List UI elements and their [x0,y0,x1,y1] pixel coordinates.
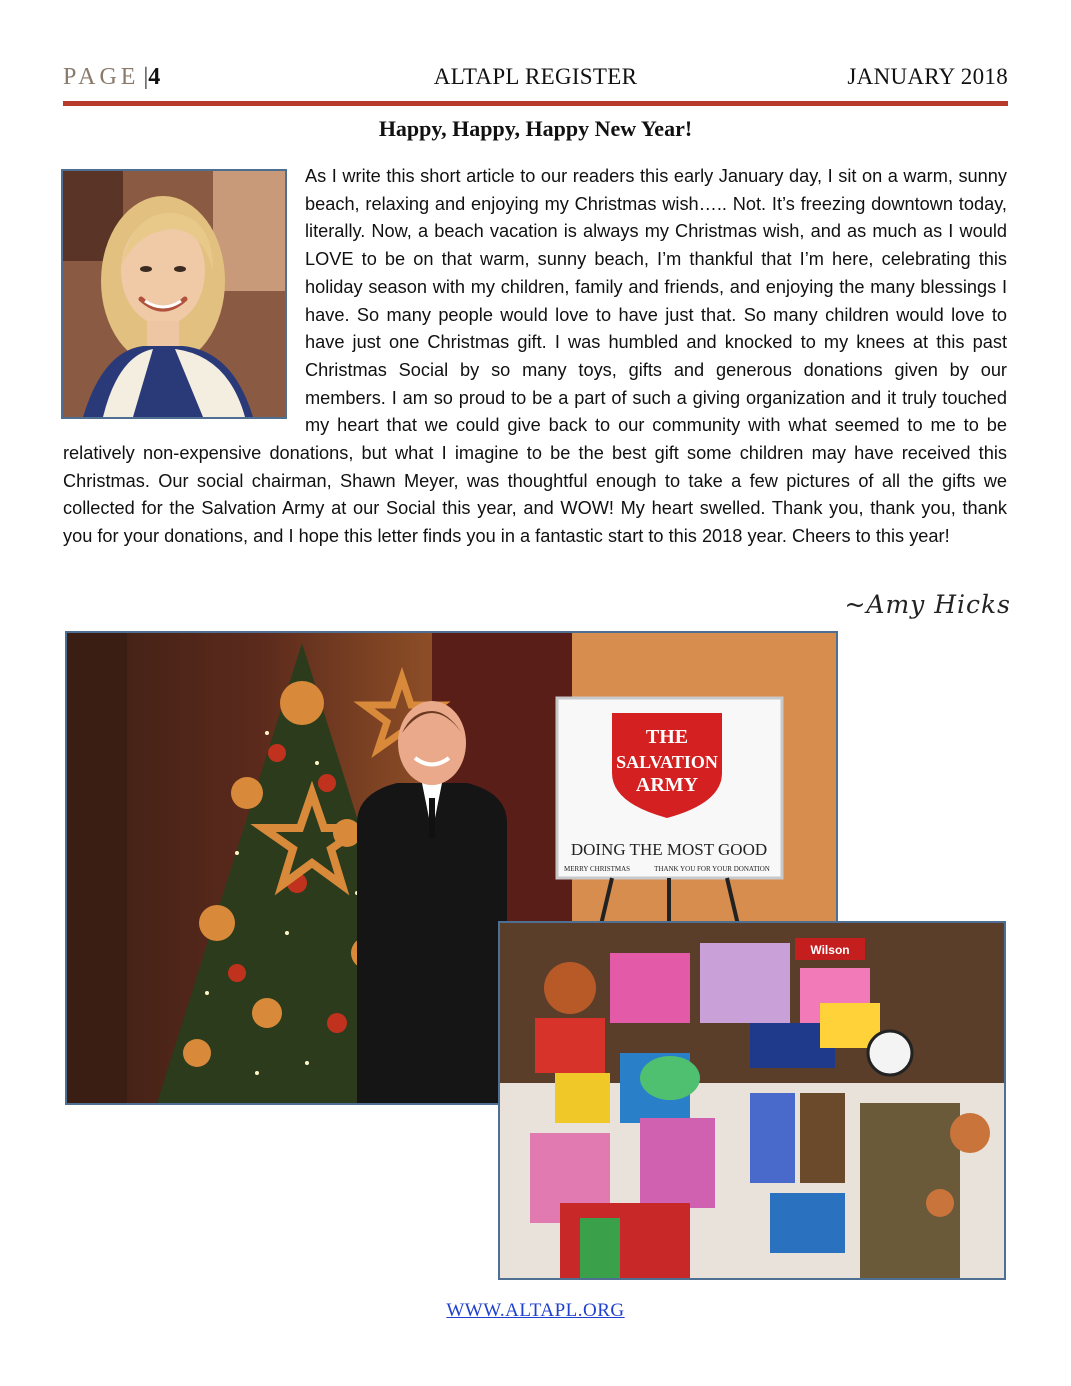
donated-toys-photo [498,921,1006,1280]
page-header [63,62,1008,96]
sign-small-text-left: MERRY CHRISTMAS [563,865,631,873]
shield-text-3: ARMY [635,774,699,796]
article-title: Happy, Happy, Happy New Year! [378,116,693,141]
page-footer [0,1300,1071,1322]
article-text: As I write this short article to our readers this early January day, I sit on a warm, sunny beach, relaxing and enjoying my Christmas wish….. Not. It’s freezing downtown today, literally. Now, a beach vacation is always my Christmas wish, and as much as I would LOVE to be on that warm, sunny beach, I’m thankful that I’m here, celebrating this holiday season with my children, family and friends, and enjoying the many blessings I have. So many people would love to have just that. So many children would love to have just one Christmas gift. I was humbled and knocked to my knees at this past Christmas Social by so many toys, gifts and generous donations given by our members. I am so proud to be a part of such a giving organization and it truly touched my heart that we could give back to our community with what seemed to me to be relatively non-expensive donations, but what I imagine to be the best gift some children may have received this Christmas. Our social chairman, Shawn Meyer, was thoughtful enough to take a few pictures of all the gifts we collected for the Salvation Army at our Social this year, and WOW! My heart swelled. Thank you, thank you, thank you for your donations, and I hope this letter finds you in a fantastic start to this 2018 year. Cheers to this year! [63,166,1007,547]
sign-small-text-right: THANK YOU FOR YOUR DONATION [654,865,770,873]
toys-illustration [500,923,1004,1278]
header-rule [63,101,1008,106]
author-portrait-illustration [63,171,285,417]
shield-text-1: THE [645,726,689,748]
author-signature: ~Amy Hicks [844,590,1011,619]
article-body [63,163,1007,551]
page-separator: | [143,64,149,90]
page-number: 4 [148,64,161,90]
website-link[interactable]: WWW.ALTAPL.ORG [446,1300,625,1321]
publication-name: ALTAPL REGISTER [433,64,638,89]
author-portrait [61,169,287,419]
issue-date: JANUARY 2018 [847,64,1008,89]
toy-brand-label: Wilson [810,943,850,957]
shield-text-2: SALVATION [616,752,718,772]
sign-slogan: DOING THE MOST GOOD [570,840,768,859]
page-label-text: PAGE [63,64,140,90]
